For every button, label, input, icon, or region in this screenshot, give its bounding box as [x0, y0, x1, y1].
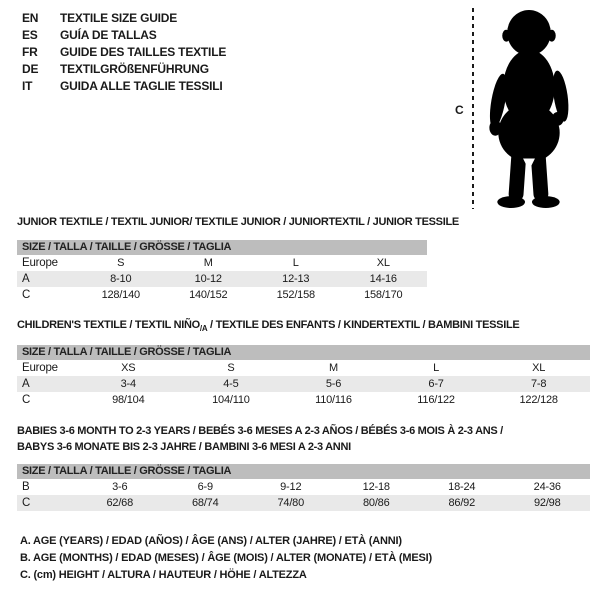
row-label: C	[22, 394, 31, 406]
row-label: C	[22, 289, 31, 301]
language-title: GUIDE DES TAILLES TEXTILE	[60, 45, 227, 59]
row-value: 104/110	[212, 394, 250, 406]
row-value: 3-4	[120, 378, 136, 390]
row-label: C	[22, 497, 31, 509]
baby-silhouette-icon	[482, 8, 574, 208]
row-value: M	[203, 257, 213, 269]
height-label: C	[455, 103, 464, 117]
row-value: L	[433, 362, 440, 374]
table-row	[17, 376, 590, 392]
title-segment: BABYS 3-6 MONATE BIS 2-3 JAHRE / BAMBINI 3-6 MESI A 2-3 ANNI	[17, 441, 351, 453]
row-value: 18-24	[448, 481, 476, 493]
table-row	[17, 271, 427, 287]
language-code: IT	[22, 79, 33, 93]
title-segment: JUNIOR TEXTILE / TEXTIL JUNIOR/ TEXTILE JUNIOR / JUNIORTEXTIL / JUNIOR TESSILE	[17, 216, 459, 228]
title-segment: BABIES 3-6 MONTH TO 2-3 YEARS / BEBÉS 3-6 MESES A 2-3 AÑOS / BÉBÉS 3-6 MOIS À 2-3 ANS /	[17, 425, 503, 437]
section-title-line	[17, 423, 503, 439]
row-value: 122/128	[519, 394, 558, 406]
row-value: 80/86	[362, 497, 390, 509]
row-label: Europe	[22, 362, 58, 374]
row-value: 7-8	[531, 378, 547, 390]
footnote-line: A. AGE (YEARS) / EDAD (AÑOS) / ÂGE (ANS) / ALTER (JAHRE) / ETÀ (ANNI)	[20, 535, 402, 547]
row-value: 8-10	[110, 273, 132, 285]
row-value: XL	[532, 362, 546, 374]
language-title: TEXTILE SIZE GUIDE	[60, 11, 178, 25]
row-label: A	[22, 273, 30, 285]
row-value: 4-5	[223, 378, 239, 390]
row-value: 24-36	[533, 481, 561, 493]
size-table	[17, 345, 590, 408]
row-value: 74/80	[277, 497, 305, 509]
row-value: S	[227, 362, 235, 374]
row-value: 158/170	[364, 289, 403, 301]
size-header-bar: SIZE / TALLA / TAILLE / GRÖSSE / TAGLIA	[17, 464, 590, 479]
row-value: 140/152	[189, 289, 228, 301]
row-value: 110/116	[315, 394, 352, 406]
language-legend	[22, 10, 226, 95]
size-table	[17, 464, 590, 511]
row-value: 6-7	[428, 378, 444, 390]
row-value: XS	[121, 362, 136, 374]
section-title	[17, 317, 519, 337]
row-value: 10-12	[194, 273, 222, 285]
row-value: 3-6	[112, 481, 128, 493]
row-value: 92/98	[533, 497, 561, 509]
language-title: TEXTILGRÖßENFÜHRUNG	[60, 62, 209, 76]
row-value: 86/92	[448, 497, 476, 509]
language-row	[22, 27, 226, 44]
table-row	[17, 360, 590, 376]
size-header-bar: SIZE / TALLA / TAILLE / GRÖSSE / TAGLIA	[17, 240, 427, 255]
title-segment: /A	[199, 324, 208, 334]
row-value: 9-12	[280, 481, 302, 493]
row-value: 12-13	[282, 273, 310, 285]
footnote-line: C. (cm) HEIGHT / ALTURA / HAUTEUR / HÖHE / ALTEZZA	[20, 569, 307, 581]
language-code: EN	[22, 11, 39, 25]
language-title: GUÍA DE TALLAS	[60, 28, 157, 42]
row-value: 98/104	[112, 394, 145, 406]
height-dashed-line	[472, 8, 474, 209]
row-value: 62/68	[106, 497, 134, 509]
table-row	[17, 392, 590, 408]
language-row	[22, 10, 226, 27]
language-code: DE	[22, 62, 39, 76]
section-title	[17, 423, 503, 455]
language-row	[22, 61, 226, 78]
section-title	[17, 214, 459, 230]
size-table	[17, 240, 427, 303]
row-value: 116/122	[417, 394, 455, 406]
row-value: 6-9	[197, 481, 213, 493]
row-value: S	[117, 257, 125, 269]
row-value: 68/74	[191, 497, 219, 509]
title-segment: / TEXTILE DES ENFANTS / KINDERTEXTIL / BAMBINI TESSILE	[207, 319, 520, 331]
table-row	[17, 255, 427, 271]
size-header-bar: SIZE / TALLA / TAILLE / GRÖSSE / TAGLIA	[17, 345, 590, 360]
row-value: XL	[376, 257, 390, 269]
language-row	[22, 44, 226, 61]
row-label: Europe	[22, 257, 58, 269]
row-label: B	[22, 481, 30, 493]
section-title-line	[17, 317, 519, 337]
section-title-line	[17, 214, 459, 230]
footnotes	[20, 533, 432, 584]
row-value: M	[329, 362, 338, 374]
title-segment: CHILDREN'S TEXTILE / TEXTIL NIÑO	[17, 319, 200, 331]
table-row	[17, 479, 590, 495]
section-title-line	[17, 439, 503, 455]
language-code: ES	[22, 28, 38, 42]
table-row	[17, 287, 427, 303]
row-value: 12-18	[362, 481, 390, 493]
row-value: 152/158	[276, 289, 315, 301]
row-label: A	[22, 378, 30, 390]
language-row	[22, 78, 226, 95]
language-title: GUIDA ALLE TAGLIE TESSILI	[60, 79, 223, 93]
row-value: L	[292, 257, 299, 269]
table-row	[17, 495, 590, 511]
row-value: 128/140	[101, 289, 140, 301]
row-value: 14-16	[369, 273, 397, 285]
footnote-line: B. AGE (MONTHS) / EDAD (MESES) / ÂGE (MOIS) / ALTER (MONATE) / ETÀ (MESI)	[20, 552, 432, 564]
language-code: FR	[22, 45, 38, 59]
row-value: 5-6	[325, 378, 342, 390]
